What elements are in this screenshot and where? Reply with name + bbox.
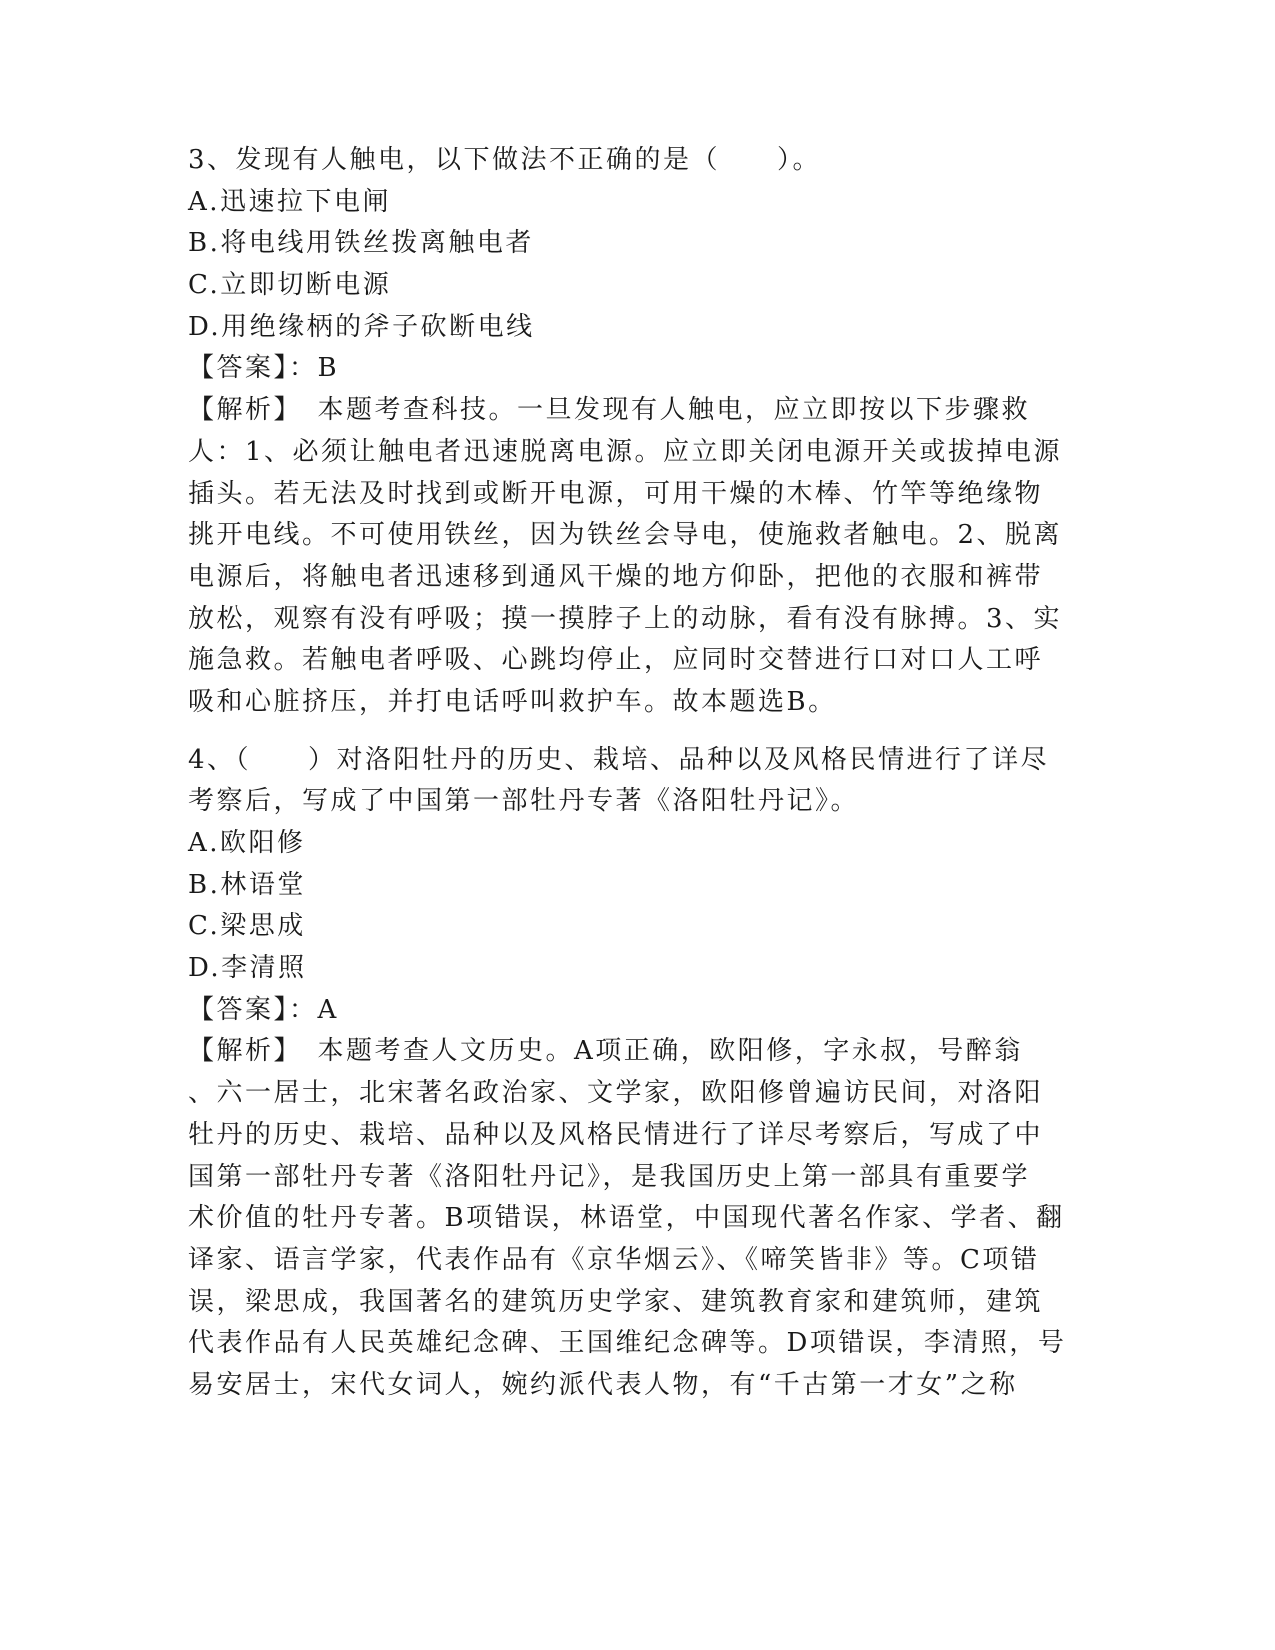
analysis-line: 挑开电线。不可使用铁丝，因为铁丝会导电，使施救者触电。2、脱离 bbox=[188, 520, 1063, 551]
option-a: A.迅速拉下电闸 bbox=[188, 186, 392, 217]
analysis-line: 易安居士，宋代女词人，婉约派代表人物，有“千古第一才女”之称 bbox=[188, 1369, 1018, 1400]
question-3 bbox=[188, 140, 1068, 724]
analysis-line: 电源后，将触电者迅速移到通风干燥的地方仰卧，把他的衣服和裤带 bbox=[188, 561, 1044, 592]
analysis-line: 【解析】 本题考查人文历史。A项正确，欧阳修，字永叔，号醉翁 bbox=[188, 1036, 1023, 1067]
analysis-line: 、六一居士，北宋著名政治家、文学家，欧阳修曾遍访民间，对洛阳 bbox=[188, 1078, 1044, 1109]
analysis-line: 吸和心脏挤压，并打电话呼叫救护车。故本题选B。 bbox=[188, 686, 837, 717]
option-b: B.将电线用铁丝拨离触电者 bbox=[188, 228, 534, 259]
analysis-line: 国第一部牡丹专著《洛阳牡丹记》，是我国历史上第一部具有重要学 bbox=[188, 1161, 1031, 1192]
analysis-line: 【解析】 本题考查科技。一旦发现有人触电，应立即按以下步骤救 bbox=[188, 395, 1031, 426]
question-stem: 考察后，写成了中国第一部牡丹专著《洛阳牡丹记》。 bbox=[188, 786, 860, 817]
analysis-line: 术价值的牡丹专著。B项错误，林语堂，中国现代著名作家、学者、翻 bbox=[188, 1203, 1065, 1234]
question-4 bbox=[188, 740, 1068, 1407]
analysis-line: 插头。若无法及时找到或断开电源，可用干燥的木棒、竹竿等绝缘物 bbox=[188, 478, 1044, 509]
option-d: D.用绝缘柄的斧子砍断电线 bbox=[188, 311, 535, 342]
option-b: B.林语堂 bbox=[188, 869, 306, 900]
answer-line: 【答案】：A bbox=[188, 994, 339, 1025]
analysis-line: 人：1、必须让触电者迅速脱离电源。应立即关闭电源开关或拔掉电源 bbox=[188, 436, 1063, 467]
analysis-line: 施急救。若触电者呼吸、心跳均停止，应同时交替进行口对口人工呼 bbox=[188, 645, 1044, 676]
document-page bbox=[188, 140, 1068, 1407]
option-d: D.李清照 bbox=[188, 953, 307, 984]
question-spacer bbox=[188, 724, 1068, 740]
analysis-line: 放松，观察有没有呼吸；摸一摸脖子上的动脉，看有没有脉搏。3、实 bbox=[188, 603, 1063, 634]
answer-line: 【答案】：B bbox=[188, 353, 340, 384]
analysis-line: 牡丹的历史、栽培、品种以及风格民情进行了详尽考察后，写成了中 bbox=[188, 1119, 1044, 1150]
question-stem: 4、（ ）对洛阳牡丹的历史、栽培、品种以及风格民情进行了详尽 bbox=[188, 744, 1050, 775]
option-c: C.梁思成 bbox=[188, 911, 306, 942]
option-a: A.欧阳修 bbox=[188, 828, 306, 858]
question-stem: 3、发现有人触电，以下做法不正确的是（ ）。 bbox=[188, 145, 822, 175]
analysis-line: 误，梁思成，我国著名的建筑历史学家、建筑教育家和建筑师，建筑 bbox=[188, 1286, 1044, 1317]
option-c: C.立即切断电源 bbox=[188, 270, 392, 301]
analysis-line: 代表作品有人民英雄纪念碑、王国维纪念碑等。D项错误，李清照，号 bbox=[188, 1328, 1067, 1359]
analysis-line: 译家、语言学家，代表作品有《京华烟云》、《啼笑皆非》等。C项错 bbox=[188, 1244, 1040, 1275]
